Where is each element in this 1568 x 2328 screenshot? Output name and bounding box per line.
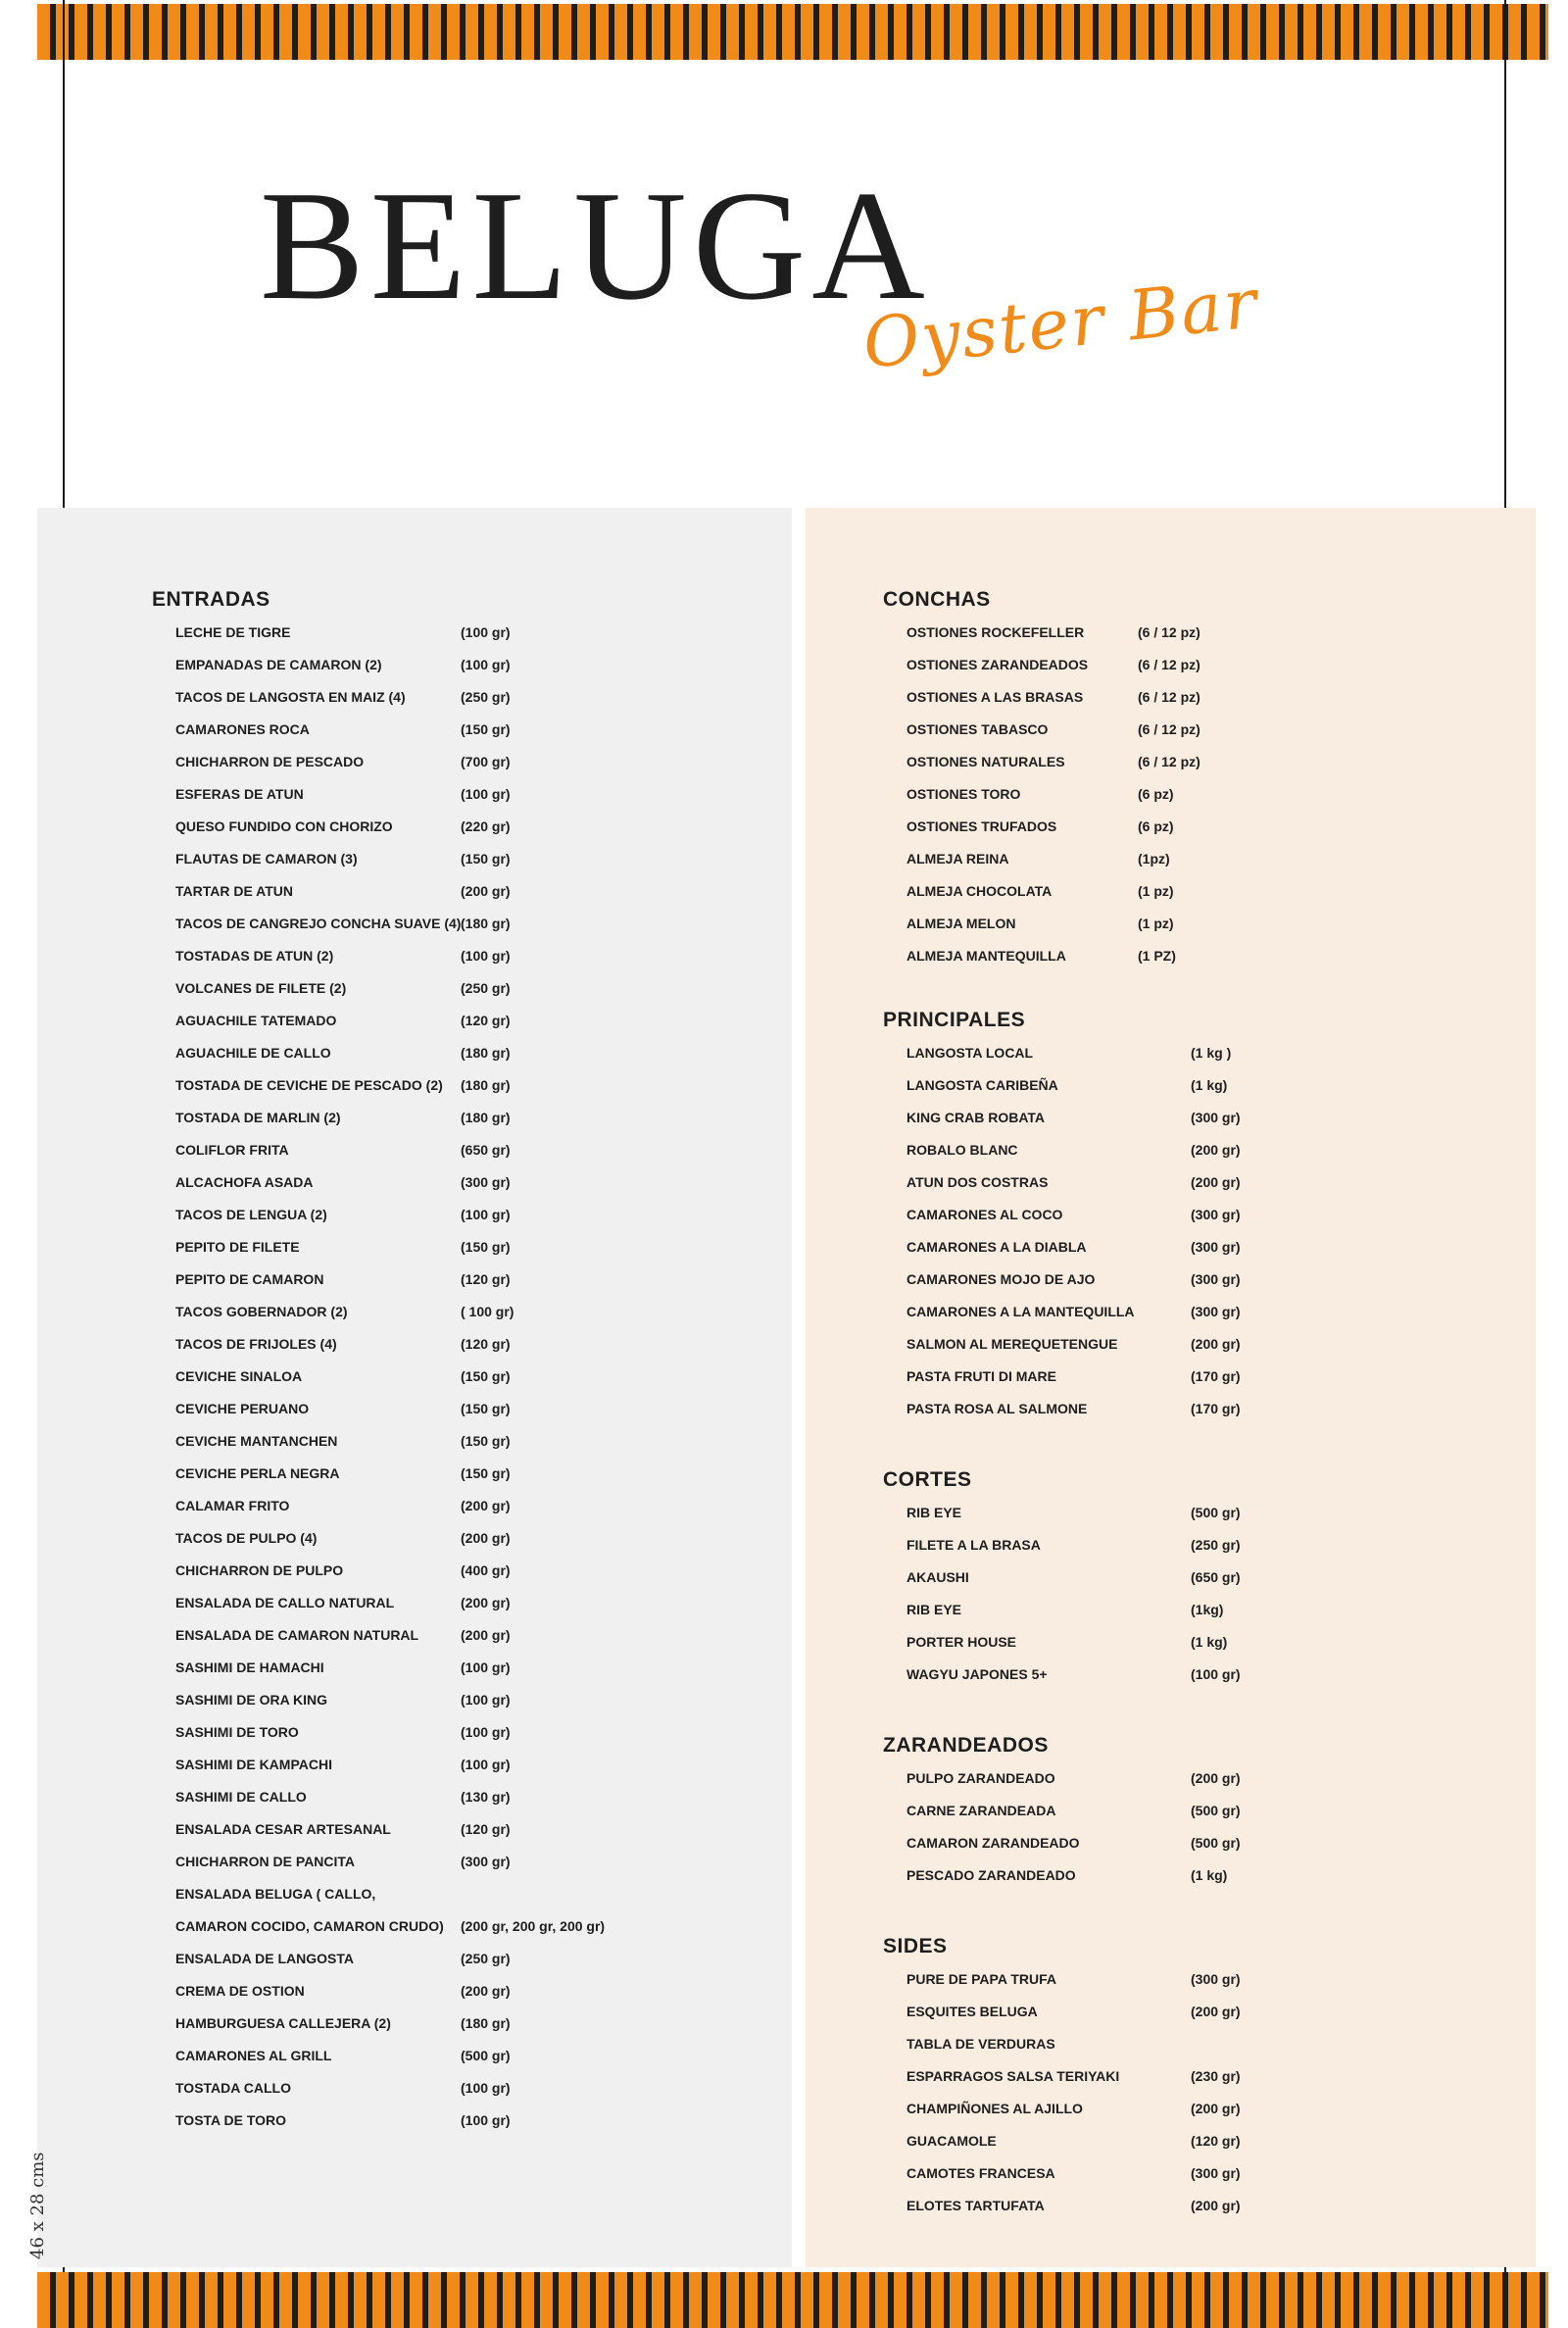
menu-item [883, 2092, 1471, 2124]
menu-item [883, 1101, 1471, 1133]
menu-item [883, 777, 1471, 810]
menu-item [883, 1360, 1471, 1392]
menu-item-name: CAMARONES ROCA [175, 721, 310, 737]
menu-item-portion: (700 gr) [461, 754, 511, 769]
section-cortes [883, 1464, 1471, 1690]
menu-item-name: ENSALADA CESAR ARTESANAL [175, 1821, 391, 1837]
menu-item-portion: (300 gr) [1191, 1239, 1241, 1255]
menu-item-portion: (6 / 12 pz) [1138, 624, 1200, 640]
menu-item [883, 1036, 1471, 1068]
menu-item-name: CEVICHE PERLA NEGRA [175, 1465, 340, 1481]
menu-item [883, 648, 1471, 680]
menu-item-name: OSTIONES ZARANDEADOS [906, 657, 1089, 672]
menu-item-name: OSTIONES A LAS BRASAS [906, 689, 1084, 705]
menu-item-name: OSTIONES TABASCO [906, 721, 1049, 737]
section-title: SIDES [883, 1935, 948, 1957]
menu-item-name: SASHIMI DE CALLO [175, 1789, 307, 1805]
menu-item-name: ENSALADA DE CALLO NATURAL [175, 1595, 395, 1610]
menu-item [883, 745, 1471, 777]
menu-item [883, 680, 1471, 713]
menu-item-portion: (200 gr) [1191, 2101, 1241, 2116]
menu-item-portion: (100 gr) [461, 1207, 511, 1222]
menu-item-name: CAMARONES AL GRILL [175, 2048, 332, 2063]
menu-item-portion: (300 gr) [1191, 1304, 1241, 1319]
menu-item-portion: (500 gr) [461, 2048, 511, 2063]
menu-item-name: ESPARRAGOS SALSA TERIYAKI [906, 2068, 1120, 2084]
menu-item-portion: (200 gr) [1191, 2198, 1241, 2213]
menu-item-portion: (200 gr) [461, 1498, 511, 1513]
menu-item-name: EMPANADAS DE CAMARON (2) [175, 657, 382, 672]
menu-item-portion: (300 gr) [1191, 1971, 1241, 1987]
menu-item-name: PEPITO DE CAMARON [175, 1271, 324, 1287]
menu-item [883, 1327, 1471, 1360]
menu-item [152, 2071, 760, 2104]
menu-item-name: CHICHARRON DE PULPO [175, 1562, 344, 1578]
menu-item [152, 1651, 760, 1683]
menu-item-portion: (6 / 12 pz) [1138, 657, 1200, 672]
menu-item-name: CAMARONES A LA MANTEQUILLA [906, 1304, 1135, 1319]
menu-item-portion: (250 gr) [461, 689, 511, 705]
menu-item-portion: (300 gr) [1191, 1110, 1241, 1125]
menu-item-portion: (100 gr) [461, 786, 511, 802]
menu-item-name: CAMARON COCIDO, CAMARON CRUDO) [175, 1918, 444, 1934]
menu-item [152, 1230, 760, 1263]
menu-item-portion: (100 gr) [461, 1724, 511, 1740]
menu-item [152, 1586, 760, 1618]
menu-item-portion: (1 pz) [1138, 883, 1174, 899]
menu-item-portion: (300 gr) [1191, 1271, 1241, 1287]
menu-item [152, 1845, 760, 1877]
section-title: CONCHAS [883, 588, 991, 611]
menu-item [152, 1877, 760, 1909]
menu-item [152, 1165, 760, 1198]
menu-item [152, 1521, 760, 1554]
menu-item [883, 2027, 1471, 2059]
menu-item [152, 1295, 760, 1327]
menu-item [152, 1068, 760, 1101]
menu-item-name: TACOS DE FRIJOLES (4) [175, 1336, 337, 1352]
menu-item-name: PURE DE PAPA TRUFA [906, 1971, 1056, 1987]
menu-item [152, 810, 760, 842]
menu-item-portion: (200 gr) [461, 1530, 511, 1546]
menu-item-name: CAMARONES MOJO DE AJO [906, 1271, 1096, 1287]
menu-item-portion: (130 gr) [461, 1789, 511, 1805]
menu-item-portion: (650 gr) [1191, 1569, 1241, 1585]
menu-item-name: CAMARONES AL COCO [906, 1207, 1063, 1222]
menu-item-name: RIB EYE [906, 1602, 962, 1617]
menu-item-portion: (1 kg ) [1191, 1045, 1232, 1061]
menu-item [152, 1392, 760, 1424]
menu-item-name: RIB EYE [906, 1505, 962, 1520]
menu-item-portion: (180 gr) [461, 1110, 511, 1125]
section-title: CORTES [883, 1468, 972, 1491]
top-stripe-border [37, 4, 1548, 60]
menu-item [152, 1457, 760, 1489]
menu-item [152, 1748, 760, 1780]
menu-item-portion: (100 gr) [1191, 1666, 1241, 1682]
menu-item-portion: (120 gr) [461, 1013, 511, 1028]
menu-item [883, 616, 1471, 648]
menu-item-portion: (6 / 12 pz) [1138, 754, 1200, 769]
print-dimensions-note: 46 x 28 cms [27, 2152, 48, 2259]
menu-item-name: CEVICHE SINALOA [175, 1368, 303, 1384]
menu-item-name: ALMEJA MANTEQUILLA [906, 948, 1066, 964]
menu-item-name: ALMEJA REINA [906, 851, 1009, 867]
menu-item-name: OSTIONES TRUFADOS [906, 818, 1057, 834]
menu-item-portion: (200 gr) [1191, 2004, 1241, 2019]
menu-item-portion: (150 gr) [461, 721, 511, 737]
menu-item [152, 1133, 760, 1165]
menu-item [883, 1826, 1471, 1858]
menu-item-name: TARTAR DE ATUN [175, 883, 294, 899]
menu-item-portion: (150 gr) [461, 851, 511, 867]
menu-item-portion: (1kg) [1191, 1602, 1224, 1617]
menu-item-name: COLIFLOR FRITA [175, 1142, 289, 1158]
menu-item-portion: (250 gr) [1191, 1537, 1241, 1553]
menu-item-portion: (6 pz) [1138, 786, 1174, 802]
menu-item-portion: (150 gr) [461, 1465, 511, 1481]
menu-item-portion: (180 gr) [461, 1045, 511, 1061]
menu-item-name: HAMBURGUESA CALLEJERA (2) [175, 2015, 391, 2031]
menu-item-name: QUESO FUNDIDO CON CHORIZO [175, 818, 393, 834]
menu-item [152, 2039, 760, 2071]
menu-item-portion: (1 PZ) [1138, 948, 1176, 964]
menu-item-portion: (100 gr) [461, 1757, 511, 1772]
menu-item [883, 1761, 1471, 1794]
menu-item [152, 1360, 760, 1392]
menu-item-name: VOLCANES DE FILETE (2) [175, 980, 347, 996]
menu-item [883, 1263, 1471, 1295]
menu-item-portion: (100 gr) [461, 1692, 511, 1708]
menu-item-name: PASTA FRUTI DI MARE [906, 1368, 1056, 1384]
menu-item-name: FILETE A LA BRASA [906, 1537, 1041, 1553]
menu-item [883, 874, 1471, 907]
menu-item-portion: (6 / 12 pz) [1138, 689, 1200, 705]
menu-item-portion: (400 gr) [461, 1562, 511, 1578]
menu-item-portion: (6 / 12 pz) [1138, 721, 1200, 737]
menu-item [883, 939, 1471, 971]
menu-item [152, 1780, 760, 1812]
brand-subtitle: Oyster Bar [858, 263, 1262, 384]
menu-item [152, 874, 760, 907]
menu-item-portion: (200 gr) [1191, 1770, 1241, 1786]
menu-item-portion: (1 kg) [1191, 1867, 1228, 1883]
menu-item [152, 842, 760, 874]
menu-item-portion: (500 gr) [1191, 1835, 1241, 1851]
menu-item [883, 1165, 1471, 1198]
menu-item-name: SASHIMI DE KAMPACHI [175, 1757, 332, 1772]
menu-item [883, 1230, 1471, 1263]
menu-item-portion: ( 100 gr) [461, 1304, 514, 1319]
menu-item-name: SASHIMI DE ORA KING [175, 1692, 328, 1708]
menu-item [152, 777, 760, 810]
menu-item [883, 1593, 1471, 1625]
menu-item-name: TOSTA DE TORO [175, 2112, 287, 2128]
menu-item [883, 1133, 1471, 1165]
menu-item-name: TOSTADA DE MARLIN (2) [175, 1110, 341, 1125]
menu-item-portion: (100 gr) [461, 948, 511, 964]
menu-item [152, 1004, 760, 1036]
section-title: PRINCIPALES [883, 1009, 1026, 1031]
menu-item-name: CEVICHE MANTANCHEN [175, 1433, 338, 1449]
menu-item [152, 2006, 760, 2039]
menu-item-name: ESFERAS DE ATUN [175, 786, 304, 802]
menu-item-name: ELOTES TARTUFATA [906, 2198, 1045, 2213]
menu-item [152, 680, 760, 713]
menu-item [883, 1198, 1471, 1230]
menu-item-name: ALMEJA CHOCOLATA [906, 883, 1053, 899]
bottom-stripe-border [37, 2272, 1548, 2328]
menu-item-name: CAMOTES FRANCESA [906, 2165, 1055, 2181]
menu-item [883, 2124, 1471, 2156]
menu-item [152, 907, 760, 939]
menu-item-portion: (300 gr) [461, 1174, 511, 1190]
menu-item [883, 1295, 1471, 1327]
menu-item-portion: (1 pz) [1138, 916, 1174, 931]
menu-item-name: CALAMAR FRITO [175, 1498, 290, 1513]
menu-item-name: TOSTADA CALLO [175, 2080, 291, 2096]
menu-item-portion: (200 gr) [461, 1627, 511, 1643]
menu-item [152, 1715, 760, 1748]
menu-item-portion: (180 gr) [461, 1077, 511, 1093]
menu-item-name: CEVICHE PERUANO [175, 1401, 310, 1416]
menu-item [152, 1198, 760, 1230]
menu-item-name: ENSALADA DE LANGOSTA [175, 1951, 354, 1966]
menu-item-portion: (150 gr) [461, 1401, 511, 1416]
section-conchas [883, 584, 1471, 971]
menu-item-portion: (1 kg) [1191, 1634, 1228, 1650]
menu-item [152, 616, 760, 648]
menu-item [152, 648, 760, 680]
menu-item-name: CARNE ZARANDEADA [906, 1803, 1056, 1818]
menu-item [152, 1909, 760, 1942]
menu-item-name: AKAUSHI [906, 1569, 969, 1585]
menu-item [883, 2189, 1471, 2221]
menu-item [883, 1068, 1471, 1101]
menu-item [152, 1974, 760, 2006]
menu-item-portion: (180 gr) [461, 2015, 511, 2031]
menu-item [883, 1962, 1471, 1995]
menu-item [152, 1683, 760, 1715]
menu-item-portion: (150 gr) [461, 1368, 511, 1384]
menu-item [883, 1392, 1471, 1424]
menu-item-portion: (300 gr) [1191, 1207, 1241, 1222]
menu-item-portion: (200 gr) [1191, 1174, 1241, 1190]
menu-item [883, 842, 1471, 874]
menu-item [152, 1618, 760, 1651]
menu-item [152, 1101, 760, 1133]
menu-item-name: CREMA DE OSTION [175, 1983, 305, 1999]
menu-item [883, 713, 1471, 745]
menu-item-portion: (220 gr) [461, 818, 511, 834]
menu-item-portion: (1pz) [1138, 851, 1170, 867]
menu-item-name: FLAUTAS DE CAMARON (3) [175, 851, 358, 867]
menu-item [152, 745, 760, 777]
menu-item [883, 1794, 1471, 1826]
menu-item-name: TACOS GOBERNADOR (2) [175, 1304, 348, 1319]
menu-item-name: OSTIONES NATURALES [906, 754, 1065, 769]
menu-item-name: TOSTADAS DE ATUN (2) [175, 948, 334, 964]
menu-item [883, 2059, 1471, 2092]
menu-item-name: LECHE DE TIGRE [175, 624, 291, 640]
menu-item-name: KING CRAB ROBATA [906, 1110, 1046, 1125]
menu-item-name: SALMON AL MEREQUETENGUE [906, 1336, 1118, 1352]
menu-item [883, 1625, 1471, 1658]
section-title: ZARANDEADOS [883, 1734, 1049, 1757]
menu-item-portion: (650 gr) [461, 1142, 511, 1158]
menu-item [152, 1263, 760, 1295]
menu-item-portion: (120 gr) [1191, 2133, 1241, 2149]
menu-item-name: CHICHARRON DE PESCADO [175, 754, 365, 769]
menu-item-name: ALCACHOFA ASADA [175, 1174, 314, 1190]
menu-item-name: ENSALADA BELUGA ( CALLO, [175, 1886, 376, 1902]
menu-item-name: PORTER HOUSE [906, 1634, 1017, 1650]
menu-item-name: OSTIONES ROCKEFELLER [906, 624, 1085, 640]
menu-item [152, 1036, 760, 1068]
menu-item-portion: (500 gr) [1191, 1505, 1241, 1520]
menu-item [883, 810, 1471, 842]
section-principales [883, 1005, 1471, 1424]
menu-item-name: TACOS DE LENGUA (2) [175, 1207, 327, 1222]
menu-item-portion: (150 gr) [461, 1433, 511, 1449]
menu-item-portion: (170 gr) [1191, 1368, 1241, 1384]
menu-item-portion: (200 gr) [1191, 1142, 1241, 1158]
menu-item-name: TACOS DE CANGREJO CONCHA SUAVE (4) [175, 916, 462, 931]
menu-item-name: SASHIMI DE HAMACHI [175, 1659, 324, 1675]
menu-item-name: LANGOSTA CARIBEÑA [906, 1077, 1058, 1093]
menu-item [152, 713, 760, 745]
section-sides [883, 1931, 1471, 2221]
menu-item-portion: (100 gr) [461, 2080, 511, 2096]
menu-item-name: SASHIMI DE TORO [175, 1724, 299, 1740]
menu-item-portion: (250 gr) [461, 1951, 511, 1966]
menu-item-portion: (250 gr) [461, 980, 511, 996]
menu-item-name: ESQUITES BELUGA [906, 2004, 1038, 2019]
menu-item-name: ROBALO BLANC [906, 1142, 1018, 1158]
menu-item [883, 1528, 1471, 1560]
menu-item-name: CHAMPIÑONES AL AJILLO [906, 2101, 1083, 2116]
section-zarandeados [883, 1730, 1471, 1891]
menu-item-name: TABLA DE VERDURAS [906, 2036, 1055, 2052]
menu-item [883, 1658, 1471, 1690]
menu-item-portion: (120 gr) [461, 1336, 511, 1352]
menu-item-name: ALMEJA MELON [906, 916, 1016, 931]
menu-item [152, 2104, 760, 2136]
menu-item [152, 1812, 760, 1845]
menu-item-name: OSTIONES TORO [906, 786, 1021, 802]
menu-item-portion: (6 pz) [1138, 818, 1174, 834]
menu-item [883, 1995, 1471, 2027]
menu-item-name: TOSTADA DE CEVICHE DE PESCADO (2) [175, 1077, 443, 1093]
menu-item-portion: (120 gr) [461, 1271, 511, 1287]
menu-item-name: ATUN DOS COSTRAS [906, 1174, 1049, 1190]
menu-item-portion: (300 gr) [1191, 2165, 1241, 2181]
menu-item-name: CAMARONES A LA DIABLA [906, 1239, 1087, 1255]
menu-item-name: GUACAMOLE [906, 2133, 997, 2149]
menu-item-portion: (230 gr) [1191, 2068, 1241, 2084]
menu-item-name: PULPO ZARANDEADO [906, 1770, 1055, 1786]
menu-item [152, 1424, 760, 1457]
menu-item-name: AGUACHILE TATEMADO [175, 1013, 337, 1028]
menu-item-portion: (120 gr) [461, 1821, 511, 1837]
menu-item-portion: (200 gr) [461, 1983, 511, 1999]
menu-item-portion: (200 gr) [1191, 1336, 1241, 1352]
menu-item-portion: (200 gr) [461, 1595, 511, 1610]
menu-item-name: ENSALADA DE CAMARON NATURAL [175, 1627, 419, 1643]
menu-item-portion: (300 gr) [461, 1854, 511, 1869]
menu-item-portion: (1 kg) [1191, 1077, 1228, 1093]
menu-item [883, 1858, 1471, 1891]
menu-item [152, 939, 760, 971]
menu-item-portion: (100 gr) [461, 1659, 511, 1675]
menu-item [883, 1496, 1471, 1528]
menu-item-portion: (200 gr, 200 gr, 200 gr) [461, 1918, 606, 1934]
menu-item [152, 1327, 760, 1360]
menu-item [152, 1489, 760, 1521]
menu-item [152, 971, 760, 1004]
menu-item-name: AGUACHILE DE CALLO [175, 1045, 331, 1061]
menu-item-portion: (100 gr) [461, 624, 511, 640]
menu-item-name: CHICHARRON DE PANCITA [175, 1854, 356, 1869]
menu-item-name: WAGYU JAPONES 5+ [906, 1666, 1048, 1682]
menu-item-name: LANGOSTA LOCAL [906, 1045, 1034, 1061]
section-title: ENTRADAS [152, 588, 270, 611]
menu-item-portion: (100 gr) [461, 657, 511, 672]
menu-item-name: CAMARON ZARANDEADO [906, 1835, 1080, 1851]
menu-item-portion: (180 gr) [461, 916, 511, 931]
menu-item-portion: (150 gr) [461, 1239, 511, 1255]
menu-item-portion: (170 gr) [1191, 1401, 1241, 1416]
menu-item [883, 1560, 1471, 1593]
menu-item [152, 1554, 760, 1586]
menu-item [883, 907, 1471, 939]
menu-item [152, 1942, 760, 1974]
menu-item-name: TACOS DE LANGOSTA EN MAIZ (4) [175, 689, 406, 705]
menu-item-portion: (200 gr) [461, 883, 511, 899]
menu-item-name: TACOS DE PULPO (4) [175, 1530, 318, 1546]
section-entradas [152, 584, 760, 2136]
menu-item-portion: (500 gr) [1191, 1803, 1241, 1818]
menu-item-name: PASTA ROSA AL SALMONE [906, 1401, 1088, 1416]
brand-logo: BELUGA [260, 158, 931, 332]
menu-item [883, 2156, 1471, 2189]
menu-item-portion: (100 gr) [461, 2112, 511, 2128]
menu-item-name: PESCADO ZARANDEADO [906, 1867, 1076, 1883]
menu-item-name: PEPITO DE FILETE [175, 1239, 300, 1255]
